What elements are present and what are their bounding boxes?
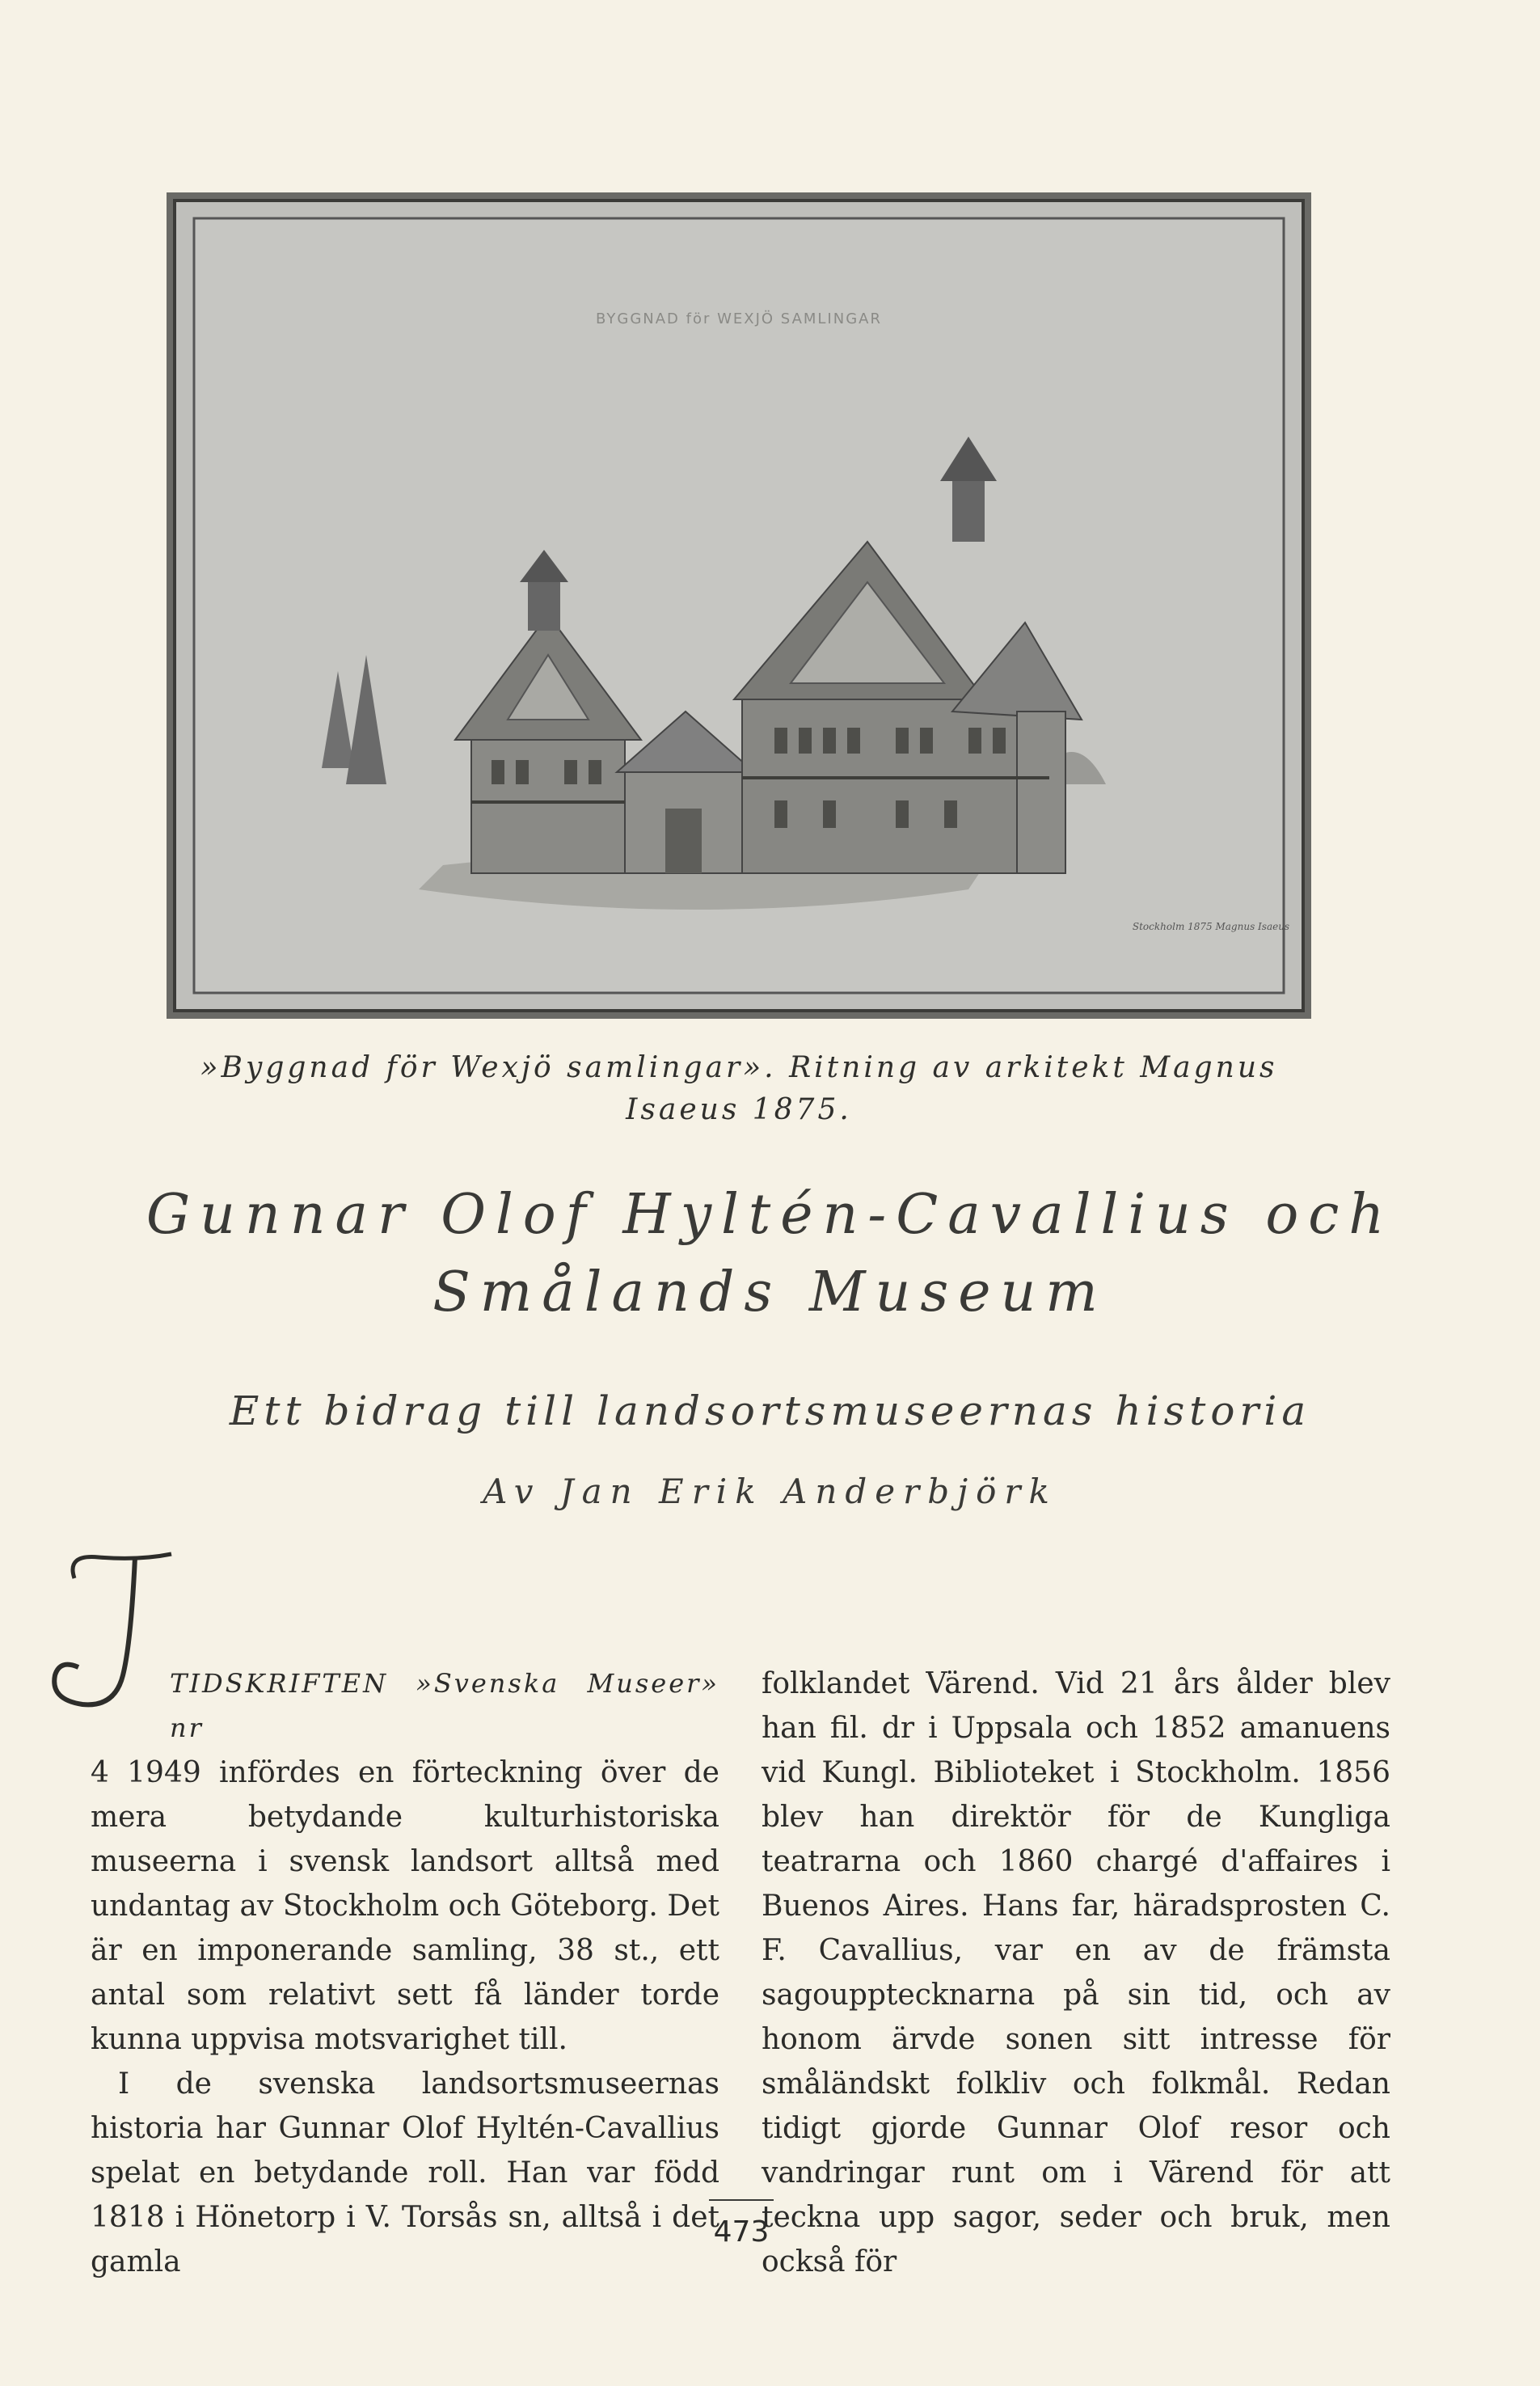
architectural-drawing — [173, 199, 1305, 1012]
body-column-right — [762, 1662, 1390, 2284]
page-number: 473 — [713, 2215, 770, 2249]
drawing-header: BYGGNAD för WEXJÖ SAMLINGAR — [596, 310, 882, 327]
drawing-signature: Stockholm 1875 Magnus Isaeus — [1132, 921, 1290, 932]
dropcap-letter: I — [163, 1687, 164, 1688]
lead-line: TIDSKRIFTEN »Svenska Museer» nr — [170, 1668, 719, 1743]
figure-caption — [167, 1047, 1311, 1131]
paragraph-1: 4 1949 infördes en förteckning över de mera betydande kulturhistoriska museerna i svensk landsort alltså med undantag av Stockholm och Göteborg. Det är en imponerande samling, 38 st., ett antal som relativt sett få länder torde kunna uppvisa motsvarighet till. — [91, 1756, 719, 2056]
article-byline: Av Jan Erik Anderbjörk — [483, 1472, 1057, 1511]
figure-frame — [167, 192, 1311, 1019]
paragraph-3: folklandet Värend. Vid 21 års ålder blev han fil. dr i Uppsala och 1852 amanuens vid Kungl. Biblioteket i Stockholm. 1856 blev han direktör för de Kungliga teatrarna och 1860 chargé d'affaires i Buenos Aires. Hans far, häradsprosten C. F. Cavallius, var en av de främsta sagoupptecknarna på sin tid, och av honom ärvde sonen sitt intresse för småländskt folkliv och folkmål. Redan tidigt gjorde Gunnar Olof resor och vandringar runt om i Värend för att teckna upp sagor, seder och bruk, men också för — [762, 1667, 1390, 2278]
title-line-1: Gunnar Olof Hyltén-Cavallius och — [146, 1183, 1394, 1247]
caption-line-1: »Byggnad för Wexjö samlingar». Ritning av arkitekt Magnus — [200, 1051, 1278, 1084]
article-subtitle: Ett bidrag till landsortsmuseernas historia — [229, 1387, 1311, 1434]
title-line-2: Smålands Museum — [432, 1261, 1108, 1324]
caption-line-2: Isaeus 1875. — [626, 1093, 852, 1126]
folio-rule — [709, 2199, 774, 2201]
building-illustration — [176, 202, 1302, 1009]
paragraph-2: I de svenska landsortsmuseernas historia har Gunnar Olof Hyltén-Cavallius spelat en betydande roll. Han var född 1818 i Hönetorp i V. Torsås sn, alltså i det gamla — [91, 2067, 719, 2278]
body-column-left — [91, 1662, 719, 2284]
article-title — [121, 1176, 1419, 1332]
